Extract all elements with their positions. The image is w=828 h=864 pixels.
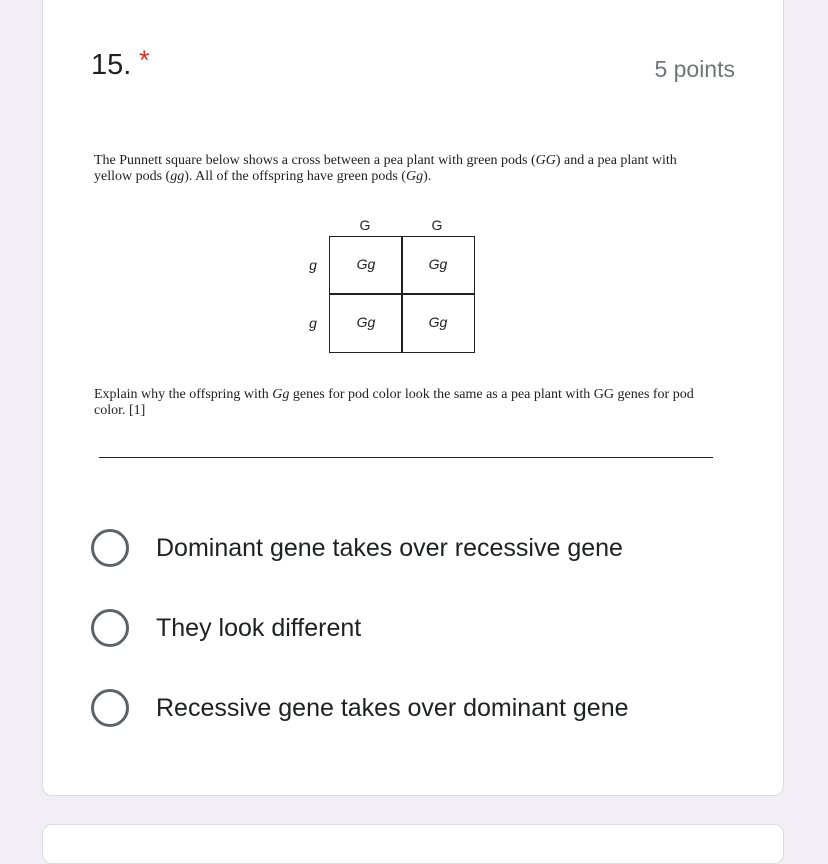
required-marker: *	[139, 45, 150, 75]
option-look-different[interactable]	[91, 609, 751, 649]
punnett-cell: Gg	[356, 256, 376, 272]
punnett-col-header: G	[359, 217, 371, 233]
option-dominant[interactable]	[91, 529, 751, 569]
option-label: They look different	[156, 614, 362, 642]
question-image-intro: The Punnett square below shows a cross between a pea plant with green pods (GG) and a pea plant with yellow pods (gg). All of the offspring have green pods (Gg).	[94, 153, 677, 184]
radio-button[interactable]	[91, 689, 129, 727]
punnett-row-header: g	[309, 315, 317, 331]
grid-divider	[330, 293, 474, 295]
grid-divider	[401, 237, 403, 352]
option-recessive[interactable]	[91, 689, 751, 729]
option-label: Recessive gene takes over dominant gene	[156, 694, 629, 722]
punnett-grid	[329, 236, 475, 353]
radio-button[interactable]	[91, 529, 129, 567]
radio-button[interactable]	[91, 609, 129, 647]
question-number: 15.	[91, 49, 132, 81]
question-image-prompt: Explain why the offspring with Gg genes for pod color look the same as a pea plant with GG genes for pod color. [1]	[94, 387, 694, 418]
next-question-card	[42, 824, 784, 864]
answer-line	[99, 457, 713, 458]
question-card	[42, 0, 784, 796]
punnett-cell: Gg	[428, 256, 448, 272]
punnett-cell: Gg	[428, 314, 448, 330]
punnett-cell: Gg	[356, 314, 376, 330]
punnett-col-header: G	[431, 217, 443, 233]
punnett-row-header: g	[309, 257, 317, 273]
question-points: 5 points	[654, 56, 735, 82]
option-label: Dominant gene takes over recessive gene	[156, 534, 623, 562]
